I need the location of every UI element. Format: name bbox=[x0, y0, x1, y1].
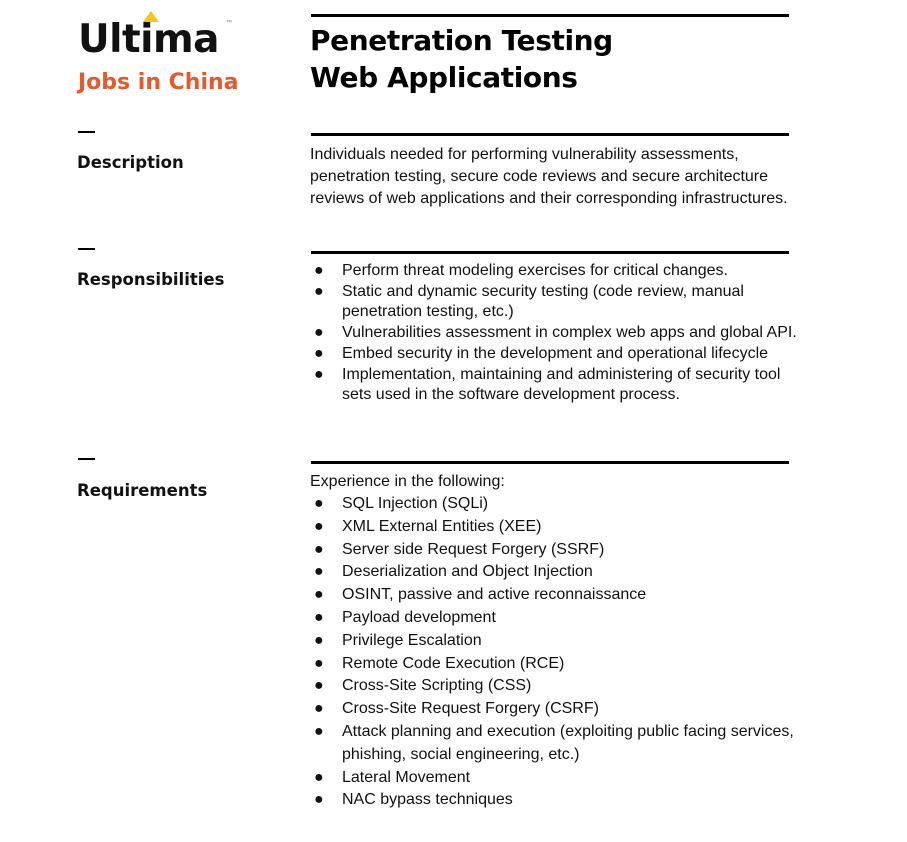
list-item bbox=[310, 282, 800, 322]
requirements-section-dash bbox=[78, 458, 95, 460]
list-item-text: Embed security in the development and operational lifecycle bbox=[342, 345, 769, 362]
list-item bbox=[310, 675, 810, 698]
list-item bbox=[310, 721, 810, 767]
description-text: Individuals needed for performing vulnerability assessments, penetration testing, secure code reviews and secure architecture reviews of web applications and their corresponding infrastructures. bbox=[310, 146, 788, 207]
list-item-text: OSINT, passive and active reconnaissance bbox=[342, 586, 647, 604]
bullet-icon: ● bbox=[314, 654, 324, 672]
list-item bbox=[310, 607, 810, 630]
list-item bbox=[310, 584, 810, 607]
list-item bbox=[310, 493, 810, 516]
bullet-icon: ● bbox=[314, 366, 324, 383]
list-item-text: Privilege Escalation bbox=[342, 631, 482, 649]
list-item bbox=[310, 261, 800, 281]
bullet-icon: ● bbox=[314, 495, 324, 512]
job-title-line-1: Penetration Testing bbox=[310, 24, 613, 57]
bullet-icon: ● bbox=[314, 283, 324, 300]
requirements-intro: Experience in the following: bbox=[310, 473, 505, 490]
responsibilities-list bbox=[310, 261, 800, 405]
title-top-rule bbox=[311, 14, 789, 17]
job-title bbox=[310, 22, 790, 96]
list-item bbox=[310, 539, 810, 562]
requirements-list-container bbox=[310, 471, 810, 812]
list-item-text: Payload development bbox=[342, 608, 496, 626]
list-item-text: Deserialization and Object Injection bbox=[342, 563, 593, 581]
responsibilities-rule bbox=[311, 251, 789, 254]
requirements-rule bbox=[311, 461, 789, 464]
list-item-text: Vulnerabilities assessment in complex web apps and global API. bbox=[342, 324, 797, 341]
bullet-icon: ● bbox=[314, 324, 324, 341]
list-item-text: SQL Injection (SQLi) bbox=[342, 495, 489, 512]
logo-triangle-icon bbox=[143, 11, 159, 22]
bullet-icon: ● bbox=[314, 631, 324, 649]
requirements-heading: Requirements bbox=[77, 481, 208, 500]
bullet-icon: ● bbox=[314, 768, 324, 786]
bullet-icon: ● bbox=[314, 262, 324, 279]
list-item-text: Implementation, maintaining and administering of security tool sets used in the software development process. bbox=[342, 366, 781, 403]
list-item-text: Server side Request Forgery (SSRF) bbox=[342, 540, 605, 558]
list-item bbox=[310, 365, 800, 405]
list-item-text: Static and dynamic security testing (code review, manual penetration testing, etc.) bbox=[342, 283, 744, 320]
list-item-text: Remote Code Execution (RCE) bbox=[342, 654, 565, 672]
company-logo bbox=[78, 10, 248, 100]
bullet-icon: ● bbox=[314, 608, 324, 626]
list-item bbox=[310, 789, 810, 812]
job-title-line-2: Web Applications bbox=[310, 61, 578, 94]
bullet-icon: ● bbox=[314, 517, 324, 535]
bullet-icon: ● bbox=[314, 563, 324, 581]
list-item-text: Cross-Site Request Forgery (CSRF) bbox=[342, 700, 599, 718]
list-item bbox=[310, 698, 810, 721]
list-item-text: Lateral Movement bbox=[342, 768, 471, 786]
bullet-icon: ● bbox=[314, 586, 324, 604]
bullet-icon: ● bbox=[314, 722, 324, 740]
bullet-icon: ● bbox=[314, 700, 324, 718]
list-item-text: Attack planning and execution (exploiting public facing services, phishing, social engineering, etc.) bbox=[342, 722, 794, 763]
responsibilities-heading: Responsibilities bbox=[77, 270, 225, 289]
bullet-icon: ● bbox=[314, 791, 324, 809]
responsibilities-section-dash bbox=[78, 248, 95, 250]
list-item-text: Cross-Site Scripting (CSS) bbox=[342, 677, 532, 695]
description-heading: Description bbox=[77, 153, 184, 172]
trademark-symbol: ™ bbox=[226, 20, 232, 26]
logo-wordmark: Ultima bbox=[78, 17, 220, 62]
bullet-icon: ● bbox=[314, 345, 324, 362]
requirements-list bbox=[310, 493, 810, 812]
list-item bbox=[310, 323, 800, 343]
list-item bbox=[310, 767, 810, 790]
responsibilities-list-container bbox=[310, 261, 800, 406]
bullet-icon: ● bbox=[314, 677, 324, 695]
list-item bbox=[310, 516, 810, 539]
list-item-text: XML External Entities (XEE) bbox=[342, 517, 542, 535]
list-item-text: Perform threat modeling exercises for critical changes. bbox=[342, 262, 728, 279]
list-item bbox=[310, 630, 810, 653]
list-item bbox=[310, 344, 800, 364]
description-rule bbox=[311, 133, 789, 136]
bullet-icon: ● bbox=[314, 540, 324, 558]
description-section-dash bbox=[78, 131, 95, 133]
list-item bbox=[310, 653, 810, 676]
logo-subtitle: Jobs in China bbox=[78, 70, 239, 95]
list-item bbox=[310, 561, 810, 584]
list-item-text: NAC bypass techniques bbox=[342, 791, 513, 809]
